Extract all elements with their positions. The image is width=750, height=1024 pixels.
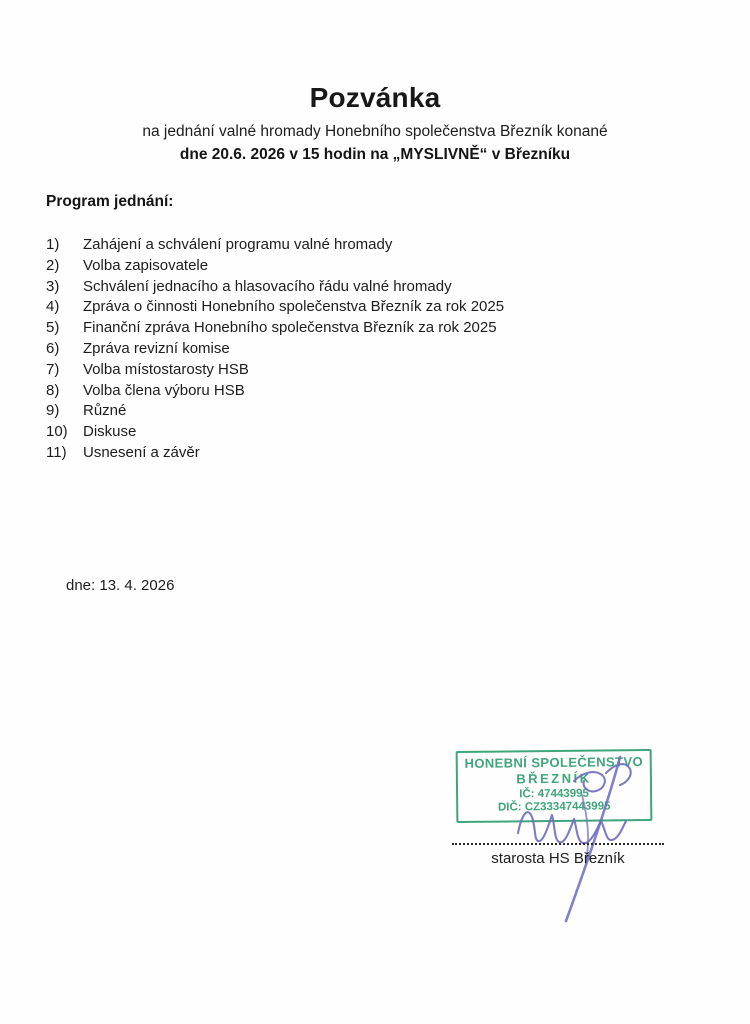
signature-caption: starosta HS Březník [491,850,625,867]
stamp-ico: IČ: 47443995 [519,787,589,801]
stamp-organization-name: HONEBNÍ SPOLEČENSTVO [464,754,644,771]
program-heading: Program jednání: [46,193,174,210]
agenda-item-number: 4) [46,298,60,316]
agenda-item-number: 6) [46,339,60,357]
agenda-item [46,236,686,257]
agenda-item-label: Volba zapisovatele [83,256,209,274]
agenda-item [46,319,686,340]
agenda-item-number: 10) [46,423,68,441]
subtitle-line-2: dne 20.6. 2026 v 15 hodin na „MYSLIVNĚ“ v Březníku [179,146,571,163]
agenda-list [46,236,686,465]
page-title: Pozvánka [309,82,441,113]
date-line: dne: 13. 4. 2026 [66,577,175,594]
signature-rule [452,843,664,845]
agenda-item [46,382,686,403]
agenda-item-label: Volba místostarosty HSB [83,360,249,378]
subtitle-line-1: na jednání valné hromady Honebního společenstva Březník konané [142,123,608,140]
agenda-item [46,257,686,278]
agenda-item [46,423,686,444]
agenda-item-label: Volba člena výboru HSB [83,381,245,399]
agenda-item [46,340,686,361]
agenda-item-number: 8) [46,381,60,399]
agenda-item [46,402,686,423]
agenda-item-label: Usnesení a závěr [83,443,200,461]
agenda-item [46,278,686,299]
agenda-item-label: Zahájení a schválení programu valné hromady [83,236,393,253]
agenda-item-number: 2) [46,256,60,274]
agenda-item [46,444,686,465]
agenda-item [46,298,686,319]
agenda-item-number: 9) [46,402,60,420]
agenda-item-label: Zpráva o činnosti Honebního společenstva Březník za rok 2025 [83,298,505,316]
stamp-dic: DIČ: CZ33347443995 [497,800,611,814]
agenda-item-label: Diskuse [83,423,137,441]
agenda-item-number: 1) [46,236,60,253]
agenda-item-label: Finanční zpráva Honebního společenstva Březník za rok 2025 [83,319,497,337]
agenda-item-number: 3) [46,277,60,295]
agenda-item-label: Schválení jednacího a hlasovacího řádu valné hromady [83,277,452,295]
agenda-item-label: Zpráva revizní komise [83,339,230,357]
agenda-item-number: 11) [46,443,67,461]
official-stamp [456,749,653,823]
agenda-item-number: 5) [46,319,60,337]
stamp-location: BŘEZNÍK [516,770,592,787]
agenda-item-number: 7) [46,360,60,378]
agenda-item-label: Různé [83,402,127,420]
agenda-item [46,361,686,382]
